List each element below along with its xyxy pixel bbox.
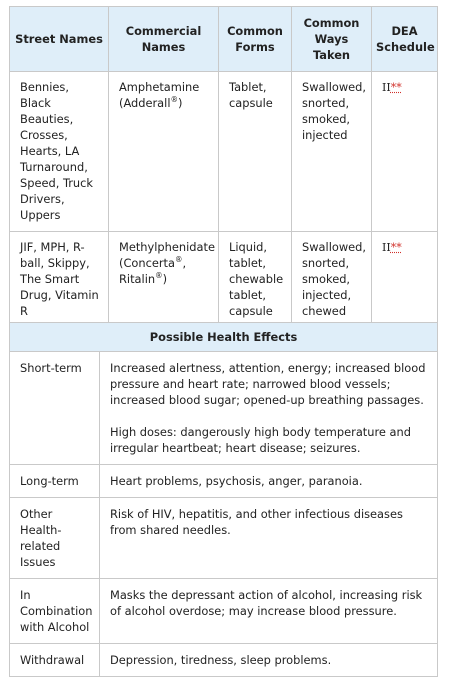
effect-label: In Combination with Alcohol <box>10 579 100 644</box>
commercial-name-close: ) <box>178 96 183 110</box>
effect-text: Increased alertness, attention, energy; increased blood pressure and heart rate; narrowed blood vessels; increased blood sugar; opened-up breathing passages. <box>110 361 426 407</box>
table-row <box>10 72 438 232</box>
effect-label: Long-term <box>10 465 100 498</box>
effect-description: Risk of HIV, hepatitis, and other infectious diseases from shared needles. <box>100 498 438 579</box>
registered-mark: ® <box>155 271 163 281</box>
table-row <box>10 465 438 498</box>
street-names-cell: JIF, MPH, R-ball, Skippy, The Smart Drug, Vitamin R <box>10 232 109 330</box>
footnote-link[interactable]: ** <box>390 81 402 94</box>
header-common-forms: Common Forms <box>219 7 292 72</box>
footnote-link[interactable]: ** <box>390 241 402 254</box>
commercial-name-text: Amphetamine (Adderall <box>119 80 200 110</box>
commercial-name-close: ) <box>162 272 168 286</box>
header-commercial-names: Commercial Names <box>109 7 219 72</box>
table-row <box>10 498 438 579</box>
table-row <box>10 232 438 330</box>
table-header-row <box>10 7 438 72</box>
commercial-name-text: Methylphenidate (Concerta <box>119 240 215 270</box>
effect-text-high-doses: High doses: dangerously high body temperature and irregular heartbeat; heart disease; seizures. <box>110 425 411 455</box>
table-row <box>10 644 438 677</box>
street-names-cell: Bennies, Black Beauties, Crosses, Hearts, LA Turnaround, Speed, Truck Drivers, Uppers <box>10 72 109 232</box>
effect-description: Heart problems, psychosis, anger, paranoia. <box>100 465 438 498</box>
effect-label: Other Health-related Issues <box>10 498 100 579</box>
header-common-ways-taken: Common Ways Taken <box>292 7 372 72</box>
health-effects-header-row <box>10 323 438 352</box>
effect-description <box>100 352 438 465</box>
table-row <box>10 352 438 465</box>
drug-info-table <box>9 6 438 330</box>
dea-schedule-value: II <box>382 241 391 254</box>
dea-schedule-cell <box>372 72 438 232</box>
header-street-names: Street Names <box>10 7 109 72</box>
dea-schedule-cell <box>372 232 438 330</box>
dea-schedule-value: II <box>382 81 391 94</box>
common-ways-cell: Swallowed, snorted, smoked, injected, chewed <box>292 232 372 330</box>
effect-description: Masks the depressant action of alcohol, increasing risk of alcohol overdose; may increase blood pressure. <box>100 579 438 644</box>
common-forms-cell: Tablet, capsule <box>219 72 292 232</box>
effect-description: Depression, tiredness, sleep problems. <box>100 644 438 677</box>
commercial-names-cell <box>109 232 219 330</box>
common-forms-cell: Liquid, tablet, chewable tablet, capsule <box>219 232 292 330</box>
health-effects-table <box>9 322 438 677</box>
table-row <box>10 579 438 644</box>
commercial-names-cell <box>109 72 219 232</box>
commercial-name-text-2: , Ritalin <box>119 256 187 286</box>
health-effects-title: Possible Health Effects <box>10 323 438 352</box>
common-ways-cell: Swallowed, snorted, smoked, injected <box>292 72 372 232</box>
registered-mark: ® <box>170 95 178 105</box>
effect-label: Withdrawal <box>10 644 100 677</box>
header-dea-schedule: DEA Schedule <box>372 7 438 72</box>
effect-label: Short-term <box>10 352 100 465</box>
registered-mark: ® <box>175 255 183 265</box>
